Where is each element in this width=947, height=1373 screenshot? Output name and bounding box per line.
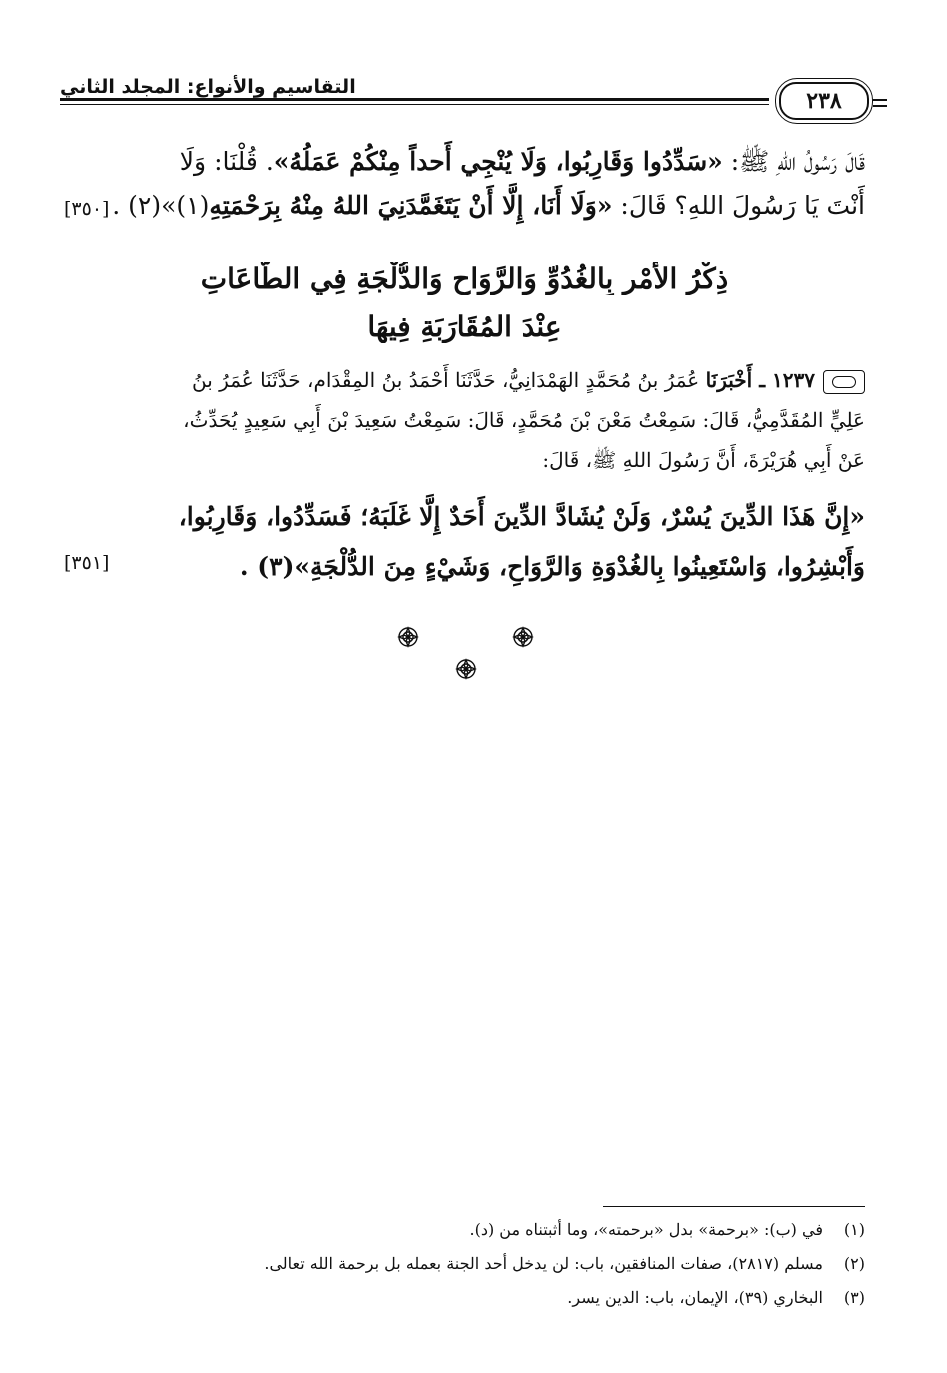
rosette-ornament-icon: [397, 626, 419, 648]
hadith-ref-350: [٣٥٠]: [64, 198, 110, 220]
prophetic-quote: «وَلَا أَنَا، إِلَّا أَنْ يَتَغَمَّدَنِيَ اللهُ مِنْهُ بِرَحْمَتِهِ: [209, 191, 613, 220]
footnote-2: [264, 1254, 865, 1273]
footnote-number: (٣): [843, 1288, 865, 1307]
isnad-line-2: عَلِيٍّ المُقَدَّمِيُّ، قَالَ: سَمِعْتُ مَعْنَ بْنَ مُحَمَّدٍ، قَالَ: سَمِعْتُ سَعِيدَ بْنَ أَبِي سَعِيدٍ يُحَدِّثُ،: [183, 408, 865, 432]
hadith-sep: ـ: [752, 368, 773, 392]
hadith-isnad: [64, 360, 865, 480]
rosette-ornament-icon: [512, 626, 534, 648]
intro-line-2: [64, 184, 865, 228]
footnote-3: [567, 1288, 865, 1307]
prophetic-quote: «سَدِّدُوا وَقَارِبُوا، وَلَا يُنْجِي أَحداً مِنْكُمْ عَمَلُهُ»: [273, 147, 723, 176]
chapter-heading-line-1: ذِكْرُ الأَمْرِ بِالغُدُوِّ وَالرَّوَاحِ وَالدُّلْجَةِ فِي الطَّاعَاتِ: [200, 262, 729, 295]
footnote-text: مسلم (٢٨١٧)، صفات المنافقين، باب: لن يدخل أحد الجنة بعمله بل برحمة الله تعالى.: [264, 1254, 823, 1273]
header-rule-thin: [60, 104, 769, 105]
footnote-text: في (ب): «برحمة» بدل «برحمته»، وما أثبتناه من (د).: [469, 1220, 823, 1239]
matn-line-1: «إِنَّ هَذَا الدِّينَ يُسْرٌ، وَلَنْ يُشَادَّ الدِّينَ أَحَدٌ إِلَّا غَلَبَهُ؛ فَسَدِّدُوا، وَقَارِبُوا،: [178, 502, 865, 531]
isnad-text: عُمَرُ بنُ مُحَمَّدٍ الهَمْدَانِيُّ، حَدَّثَنَا أَحْمَدُ بنُ المِقْدَام، حَدَّثَنَا عُمَرُ بنُ: [192, 368, 706, 392]
header-rule: [60, 98, 769, 101]
hadith-badge-icon: [823, 370, 865, 394]
chapter-heading-line-2: عِنْدَ المُقَارَبَةِ فِيهَا: [367, 310, 562, 343]
page-number: ٢٣٨: [779, 82, 869, 120]
rosette-ornament-icon: [455, 658, 477, 680]
matn-line-2: وَأَبْشِرُوا، وَاسْتَعِينُوا بِالغُدْوَةِ وَالرَّوَاحِ، وَشَيْءٍ مِنَ الدُّلْجَةِ»(٣) .: [239, 552, 865, 581]
footnote-rule: [603, 1206, 865, 1207]
footnote-number: (٢): [843, 1254, 865, 1273]
header-dash: [873, 99, 887, 101]
hadith-matn: [64, 492, 865, 592]
running-title: التقاسيم والأنواع: المجلد الثاني: [60, 76, 356, 98]
intro-line-1: [64, 140, 865, 184]
footnote-1: [470, 1220, 866, 1239]
isnad-line-3: عَنْ أَبِي هُرَيْرَةَ، أَنَّ رَسُولَ اللهِ ﷺ، قَالَ:: [542, 448, 865, 472]
footnote-text: البخاري (٣٩)، الإيمان، باب: الدين يسر.: [567, 1288, 823, 1307]
hadith-ref-351: [٣٥١]: [64, 552, 110, 574]
isnad-line-1: [64, 360, 865, 400]
hadith-number: ١٢٣٧: [772, 368, 815, 392]
intro-text: قَالَ رَسُولُ اللهِ ﷺ:: [722, 147, 865, 176]
intro-text: . قُلْنَا: وَلَا: [179, 147, 274, 176]
intro-paragraph: [64, 140, 865, 228]
intro-text: أَنْتَ يَا رَسُولَ اللهِ؟ قَالَ:: [612, 191, 865, 220]
page-header: [60, 70, 887, 120]
akhbarana-word: أَخْبَرَنَا: [705, 368, 753, 392]
footnote-markers: (١)»(٢) .: [112, 191, 210, 220]
footnote-number: (١): [843, 1220, 865, 1239]
header-dash: [873, 105, 887, 107]
